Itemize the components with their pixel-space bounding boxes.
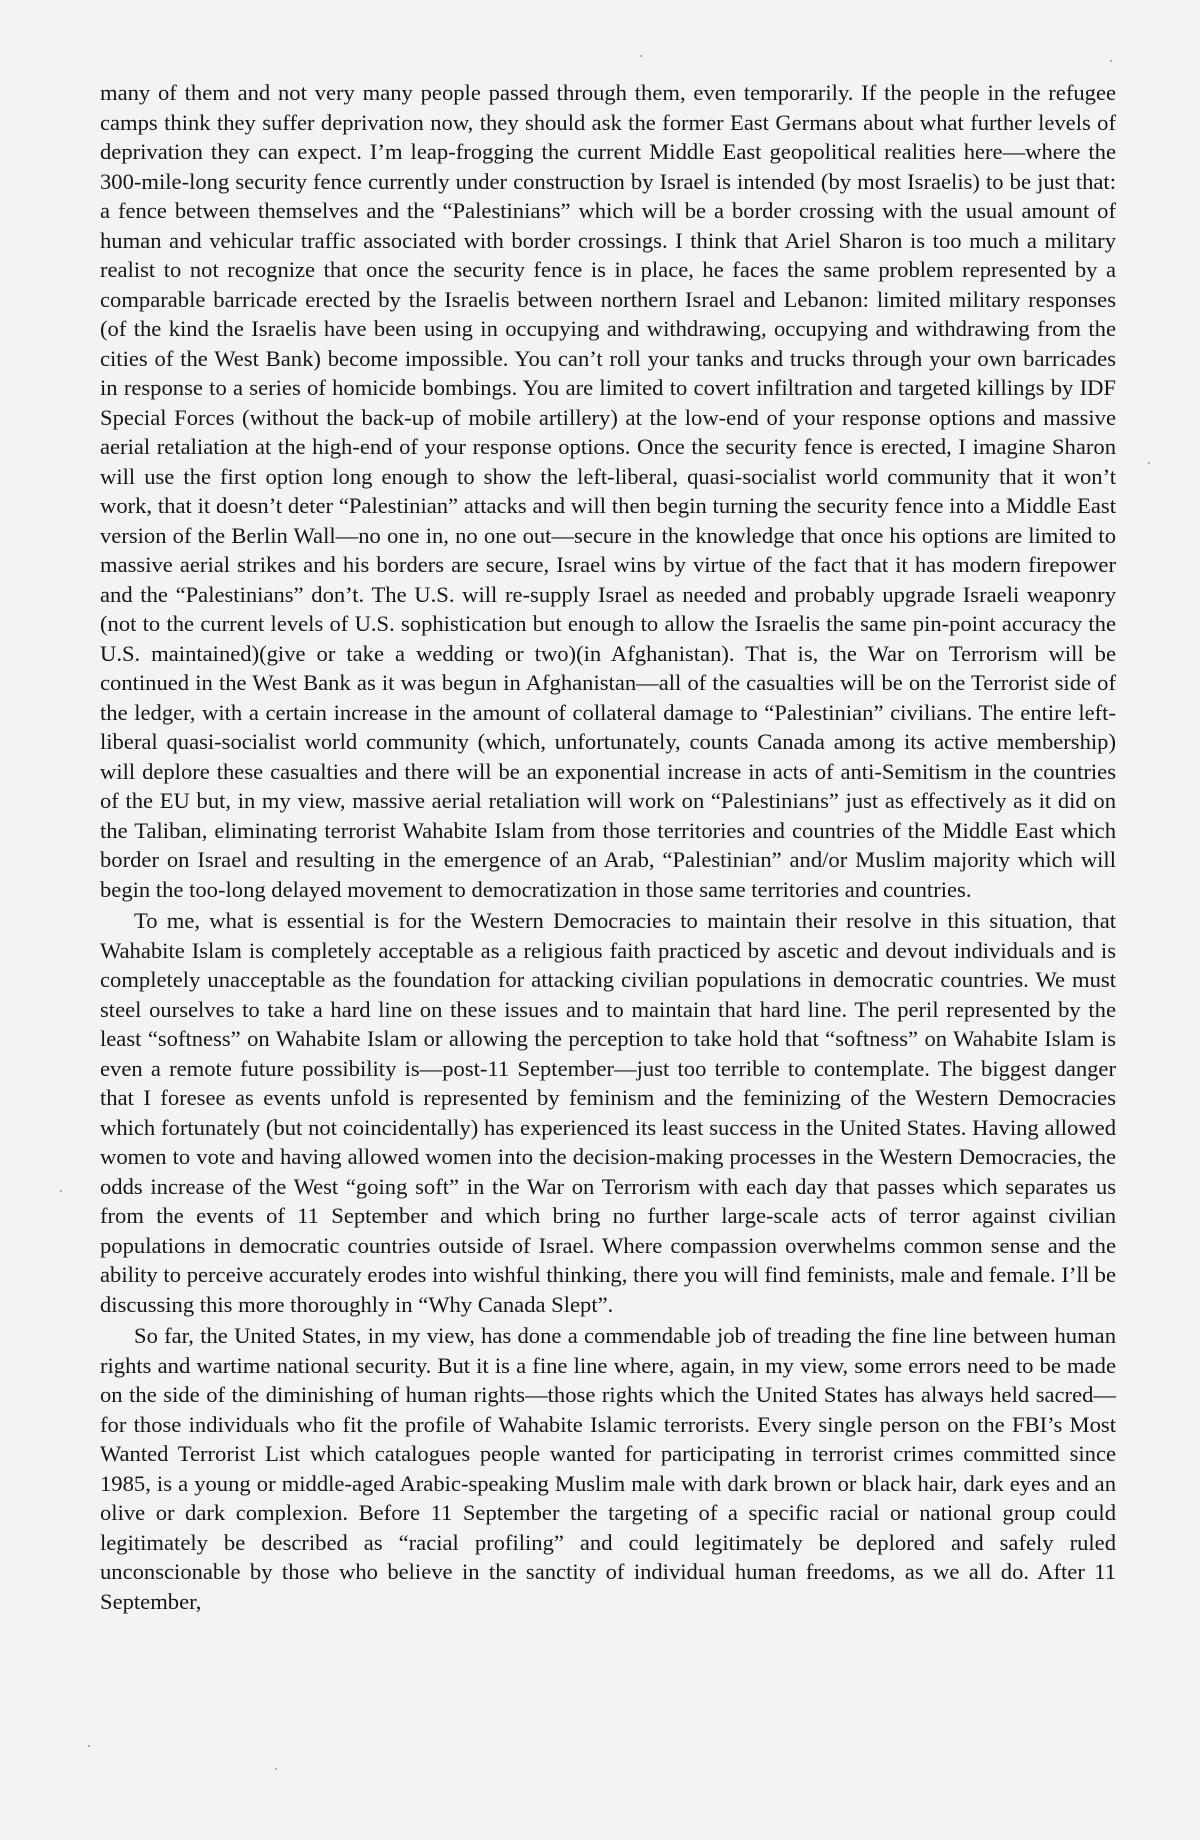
body-text (100, 78, 1116, 1616)
paragraph-united-states: So far, the United States, in my view, has done a commendable job of treading the fine line between human rights and wartime national security. But it is a fine line where, again, in my view, some errors need to be made on the side of the diminishing of human rights—those rights which the United States has always held sacred—for those individuals who fit the profile of Wahabite Islamic terrorists. Every single person on the FBI’s Most Wanted Terrorist List which catalogues people wanted for participating in terrorist crimes committed since 1985, is a young or middle-aged Arabic-speaking Muslim male with dark brown or black hair, dark eyes and an olive or dark complexion. Before 11 September the targeting of a specific racial or national group could legitimately be described as “racial profiling” and could legitimately be deplored and safely ruled unconscionable by those who believe in the sanctity of individual human freedoms, as we all do. After 11 September, (100, 1323, 1116, 1614)
scan-speck (88, 1745, 90, 1747)
scan-speck (275, 1768, 277, 1770)
paragraph-continued: many of them and not very many people passed through them, even temporarily. If the people in the refugee camps think they suffer deprivation now, they should ask the former East Germans about what further levels of deprivation they can expect. I’m leap-frogging the current Middle East geopolitical realities here—where the 300-mile-long security fence currently under construction by Israel is intended (by most Israelis) to be just that: a fence between themselves and the “Palestinians” which will be a border crossing with the usual amount of human and vehicular traffic associated with border crossings. I think that Ariel Sharon is too much a military realist to not recognize that once the security fence is in place, he faces the same problem represented by a comparable barricade erected by the Israelis between northern Israel and Lebanon: limited military responses (of the kind the Israelis have been using in occupying and withdrawing, occupying and withdrawing from the cities of the West Bank) become impossible. You can’t roll your tanks and trucks through your own barricades in response to a series of homicide bombings. You are limited to covert infiltration and targeted killings by IDF Special Forces (without the back-up of mobile artillery) at the low-end of your response options and massive aerial retaliation at the high-end of your response options. Once the security fence is erected, I imagine Sharon will use the first option long enough to show the left-liberal, quasi-socialist world community that it won’t work, that it doesn’t deter “Palestinian” attacks and will then begin turning the security fence into a Middle East version of the Berlin Wall—no one in, no one out—secure in the knowledge that once his options are limited to massive aerial strikes and his borders are secure, Israel wins by virtue of the fact that it has modern firepower and the “Palestinians” don’t. The U.S. will re-supply Israel as needed and probably upgrade Israeli weaponry (not to the current levels of U.S. sophistication but enough to allow the Israelis the same pin-point accuracy the U.S. maintained)(give or take a wedding or two)(in Afghanistan). That is, the War on Terrorism will be continued in the West Bank as it was begun in Afghanistan—all of the casualties will be on the Terrorist side of the ledger, with a certain increase in the amount of collateral damage to “Palestinian” civilians. The entire left-liberal quasi-socialist world community (which, unfortunately, counts Canada among its active membership) will deplore these casualties and there will be an exponential increase in acts of anti-Semitism in the countries of the EU but, in my view, massive aerial retaliation will work on “Palestinians” just as effectively as it did on the Taliban, eliminating terrorist Wahabite Islam from those territories and countries of the Middle East which border on Israel and resulting in the emergence of an Arab, “Palestinian” and/or Muslim majority which will begin the too-long delayed movement to democratization in those same territories and countries. (100, 80, 1116, 902)
scan-speck (60, 1190, 62, 1192)
scan-speck (1148, 462, 1150, 464)
scan-speck (1110, 60, 1112, 62)
paragraph-western-democracies: To me, what is essential is for the Western Democracies to maintain their resolve in this situation, that Wahabite Islam is completely acceptable as a religious faith practiced by ascetic and devout individuals and is completely unacceptable as the foundation for attacking civilian populations in democratic countries. We must steel ourselves to take a hard line on these issues and to maintain that hard line. The peril represented by the least “softness” on Wahabite Islam or allowing the perception to take hold that “softness” on Wahabite Islam is even a remote future possibility is—post-11 September—just too terrible to contemplate. The biggest danger that I foresee as events unfold is represented by feminism and the feminizing of the Western Democracies which fortunately (but not coincidentally) has experienced its least success in the United States. Having allowed women to vote and having allowed women into the decision-making processes in the Western Democracies, the odds increase of the West “going soft” in the War on Terrorism with each day that passes which separates us from the events of 11 September and which bring no further large-scale acts of terror against civilian populations in democratic countries outside of Israel. Where compassion overwhelms common sense and the ability to perceive accurately erodes into wishful thinking, there you will find feminists, male and female. I’ll be discussing this more thoroughly in “Why Canada Slept”. (100, 908, 1116, 1317)
scan-speck (640, 55, 642, 57)
